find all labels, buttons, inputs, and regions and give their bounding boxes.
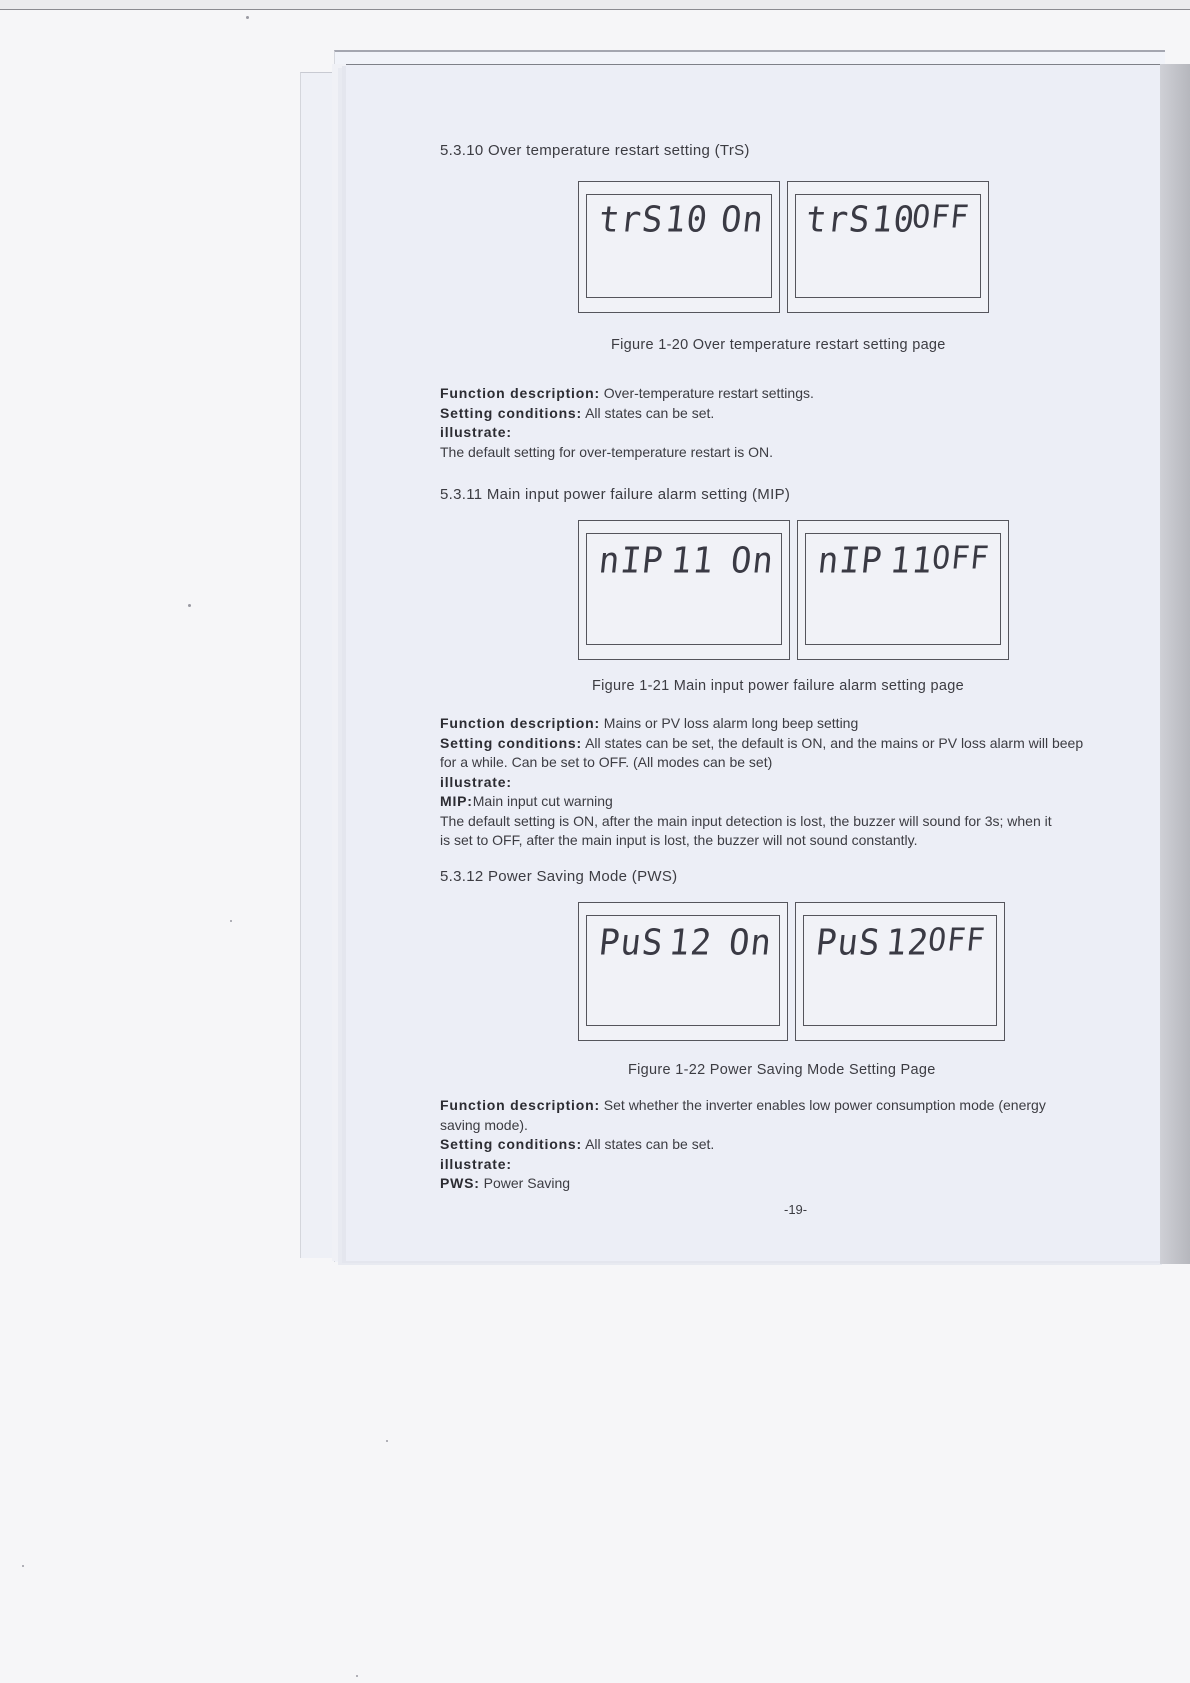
lcd-screen-off: [787, 181, 989, 313]
body-line: [440, 1135, 1152, 1155]
figure-caption-1-20: Figure 1-20 Over temperature restart setting page: [611, 337, 946, 353]
scan-speck: [386, 1440, 388, 1442]
lcd-screen-on: [578, 181, 780, 313]
body-label: Function description:: [440, 385, 600, 401]
scanner-edge: [0, 0, 1190, 10]
page-number: -19-: [784, 1202, 808, 1217]
lcd-state: On: [726, 922, 775, 964]
figure-caption-1-22: Figure 1-22 Power Saving Mode Setting Page: [628, 1062, 936, 1078]
body-text: for a while. Can be set to OFF. (All modes can be set): [440, 754, 773, 770]
body-label: Function description:: [440, 1097, 600, 1113]
body-line: [440, 792, 1152, 812]
lcd-figure-trs: [578, 181, 989, 313]
body-text: All states can be set.: [581, 1136, 715, 1152]
body-text: is set to OFF, after the main input is lost, the buzzer will not sound constantly.: [440, 832, 918, 848]
lcd-number: 10: [662, 199, 711, 241]
body-text: All states can be set.: [581, 404, 715, 421]
body-line: [440, 714, 1152, 734]
body-label: illustrate:: [440, 1155, 512, 1172]
body-text: Mains or PV loss alarm long beep setting: [599, 715, 859, 731]
lcd-state: On: [718, 199, 767, 241]
lcd-code: PuS: [596, 922, 666, 964]
body-label: Setting conditions:: [440, 734, 582, 751]
lcd-code: trS: [803, 199, 873, 241]
body-text: All states can be set, the default is ON, and the mains or PV loss alarm will beep: [581, 734, 1084, 751]
body-line: [440, 1116, 1152, 1136]
lcd-number: 11: [887, 540, 936, 582]
body-text: Set whether the inverter enables low power consumption mode (energy: [599, 1097, 1046, 1113]
body-line: [440, 1155, 1152, 1175]
lcd-number: 12: [666, 922, 715, 964]
body-label: illustrate:: [440, 773, 512, 790]
body-line: [440, 831, 1152, 851]
lcd-code: trS: [596, 199, 666, 241]
scan-speck: [246, 16, 249, 19]
body-line: [440, 443, 1152, 463]
lcd-state: OFF: [910, 199, 972, 236]
lcd-figure-mip: [578, 520, 1009, 660]
lcd-number: 11: [668, 540, 717, 582]
body-line: [440, 753, 1152, 773]
section-heading-pws: 5.3.12 Power Saving Mode (PWS): [440, 868, 678, 885]
body-line: [440, 1174, 1152, 1194]
lcd-figure-pws: [578, 902, 1005, 1041]
body-label: MIP:: [440, 793, 473, 809]
lcd-code: nIP: [596, 540, 666, 582]
binding-shadow: [1160, 64, 1190, 1264]
body-text: The default setting is ON, after the main input detection is lost, the buzzer will sound for 3s; when it: [440, 812, 1052, 829]
lcd-screen-on: [578, 520, 790, 660]
body-line: [440, 773, 1152, 793]
figure-caption-1-21: Figure 1-21 Main input power failure alarm setting page: [592, 678, 964, 694]
body-text: Main input cut warning: [472, 793, 613, 809]
body-label: illustrate:: [440, 424, 512, 440]
lcd-state: OFF: [930, 540, 992, 577]
body-line: [440, 812, 1152, 832]
body-label: PWS:: [440, 1175, 480, 1191]
section-body-mip: [440, 714, 1152, 851]
lcd-state: OFF: [926, 922, 988, 959]
lcd-code: nIP: [815, 540, 885, 582]
body-line: [440, 734, 1152, 754]
body-label: Function description:: [440, 715, 600, 731]
body-line: [440, 384, 1152, 404]
lcd-code: PuS: [813, 922, 883, 964]
lcd-number: 12: [883, 922, 932, 964]
lcd-number: 10: [869, 199, 918, 241]
section-body-pws: [440, 1096, 1152, 1194]
scan-speck: [22, 1565, 24, 1567]
body-text: The default setting for over-temperature restart is ON.: [440, 443, 774, 460]
lcd-screen-on: [578, 902, 788, 1041]
body-label: Setting conditions:: [440, 1136, 582, 1152]
body-line: [440, 423, 1152, 443]
section-body-trs: [440, 384, 1152, 462]
body-text: Power Saving: [479, 1175, 571, 1191]
scan-speck: [188, 604, 191, 607]
body-text: saving mode).: [440, 1116, 528, 1133]
scan-speck: [356, 1675, 358, 1677]
scan-speck: [230, 920, 232, 922]
body-line: [440, 1096, 1152, 1116]
lcd-screen-off: [795, 902, 1005, 1041]
body-line: [440, 404, 1152, 424]
body-text: Over-temperature restart settings.: [599, 385, 814, 401]
section-heading-trs: 5.3.10 Over temperature restart setting (TrS): [440, 142, 750, 159]
lcd-state: On: [728, 540, 777, 582]
body-label: Setting conditions:: [440, 404, 582, 421]
lcd-screen-off: [797, 520, 1009, 660]
section-heading-mip: 5.3.11 Main input power failure alarm setting (MIP): [440, 486, 791, 503]
